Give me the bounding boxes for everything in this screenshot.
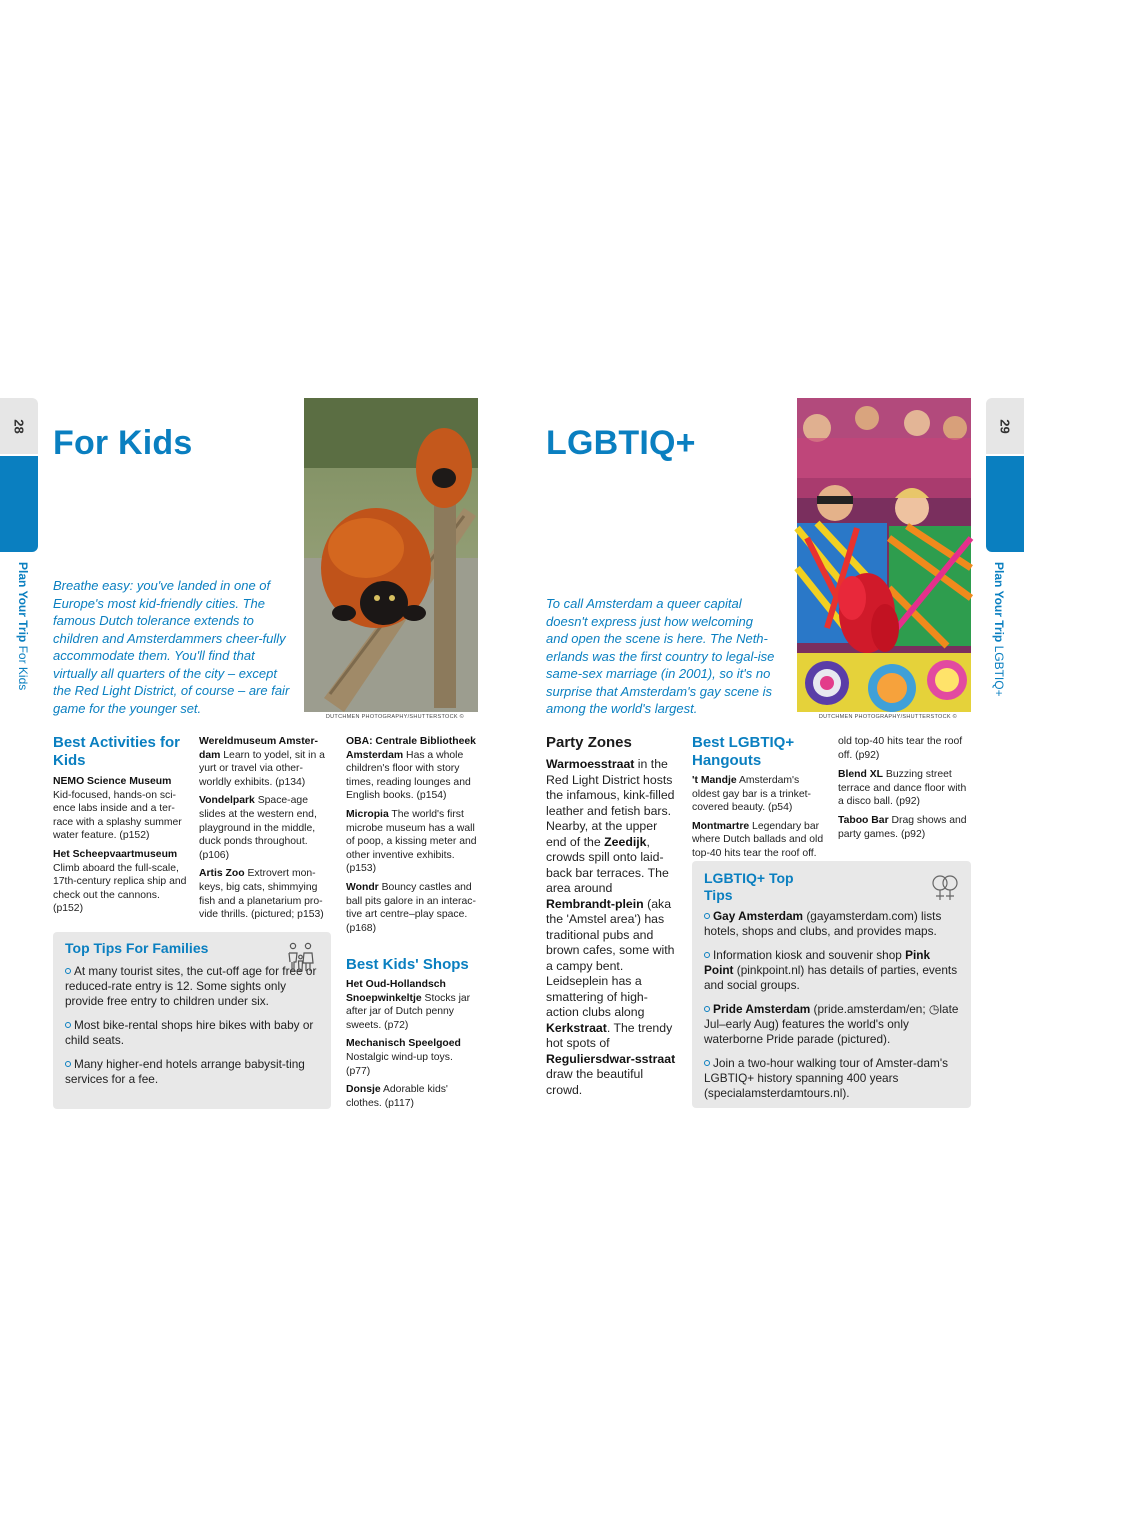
bullet-icon xyxy=(65,1022,71,1028)
page-number-tab-left xyxy=(0,398,38,454)
bullet-icon xyxy=(704,952,710,958)
lgbtiq-tip: Information kiosk and souvenir shop Pink Point (pinkpoint.nl) has details of parties, events and social groups. xyxy=(704,948,958,992)
side-label-section: LGBTIQ+ xyxy=(992,645,1006,697)
photo-credit: DUTCHMEN PHOTOGRAPHY/SHUTTERSTOCK © xyxy=(325,714,464,720)
side-label-bold: Plan Your Trip xyxy=(992,562,1006,643)
hangouts-col-2 xyxy=(838,735,972,846)
lemur-photo xyxy=(304,398,478,712)
pride-crowd-illustration xyxy=(797,398,971,712)
shop-entry: Mechanisch Speelgoed Nostalgic wind-up toys. (p77) xyxy=(346,1038,461,1077)
activity-entry: Wondr Bouncy castles and ball pits galore in an interac-tive art centre–play space. (p168) xyxy=(346,881,476,934)
lgbtiq-tip: Gay Amsterdam (gayamsterdam.com) lists hotels, shops and clubs, and provides maps. xyxy=(704,909,942,938)
top-tips-families-box xyxy=(53,932,331,1109)
bullet-icon xyxy=(65,1061,71,1067)
side-label-bold: Plan Your Trip xyxy=(16,562,30,643)
activities-col-1 xyxy=(53,775,188,921)
venus-pair-icon xyxy=(930,873,960,903)
page-number: 28 xyxy=(11,418,27,434)
top-tips-heading: LGBTIQ+ Top Tips xyxy=(704,870,794,903)
hangouts-col-1 xyxy=(692,774,826,859)
top-tips-heading: Top Tips For Families xyxy=(65,940,209,956)
family-tip: Many higher-end hotels arrange babysit-ting services for a fee. xyxy=(65,1056,305,1086)
lgbtiq-tip: Pride Amsterdam (pride.amsterdam/en; ◷late Jul–early Aug) features the world's only waterborne Pride parade (pictured). xyxy=(704,1002,959,1046)
section-tab-left xyxy=(0,456,38,552)
kids-shops-list xyxy=(346,978,478,1115)
hangout-entry: Blend XL Buzzing street terrace and dance floor with a disco ball. (p92) xyxy=(838,769,967,808)
hangouts-heading: Best LGBTIQ+ Hangouts xyxy=(692,734,795,769)
activity-entry: NEMO Science Museum Kid-focused, hands-on sci-ence labs inside and a ter-race with a splashy summer water feature. (p152) xyxy=(53,776,182,842)
bullet-icon xyxy=(704,1006,710,1012)
activity-entry: Artis Zoo Extrovert mon-keys, big cats, shimmying fish and a planetarium pro-vide thrills. (pictured; p153) xyxy=(199,868,324,921)
family-icon xyxy=(285,942,319,972)
activity-entry: Het Scheepvaartmuseum Climb aboard the full-scale, 17th-century replica ship and check out the cannons. (p152) xyxy=(53,848,187,915)
pride-photo xyxy=(797,398,971,712)
side-label-left xyxy=(16,562,158,691)
activity-entry: Micropia The world's first microbe museum has a wall of poop, a kissing meter and other inventive exhibits. (p153) xyxy=(346,808,477,875)
kids-shops-heading: Best Kids' Shops xyxy=(346,956,469,973)
activity-entry: Vondelpark Space-age slides at the western end, playground in the middle, duck ponds throughout. (p106) xyxy=(199,795,317,861)
family-tip: Most bike-rental shops hire bikes with baby or child seats. xyxy=(65,1017,314,1047)
intro-text: Breathe easy: you've landed in one of Europe's most kid-friendly cities. The famous Dutch tolerance extends to children and Amsterdammers cheer-fully accommodate them. You'll find that virtually all quarters of the city – except the Red Light District, of course – are fair game for the younger set. xyxy=(53,578,290,716)
hangout-entry: Montmartre Legendary bar where Dutch ballads and old top-40 hits tear the roof off. xyxy=(692,820,824,859)
page-number-tab-right xyxy=(986,398,1024,454)
photo-credit: DUTCHMEN PHOTOGRAPHY/SHUTTERSTOCK © xyxy=(818,714,957,720)
page-title: For Kids xyxy=(53,424,193,462)
section-tab-right xyxy=(986,456,1024,552)
shop-entry: Het Oud-Hollandsch Snoepwinkeltje Stocks jar after jar of Dutch penny sweets. (p72) xyxy=(346,979,471,1031)
hangout-entry-continued: old top-40 hits tear the roof off. (p92) xyxy=(838,736,963,761)
page-number: 29 xyxy=(997,418,1013,434)
clock-icon: ◷ xyxy=(928,1002,940,1016)
party-zones-heading: Party Zones xyxy=(546,734,632,751)
best-activities-heading: Best Activities for Kids xyxy=(53,734,180,769)
intro-text: To call Amsterdam a queer capital doesn't express just how welcoming and open the scene is here. The Neth-erlands was the first country to legal-ise same-sex marriage (in 2001), so it's no surprise that Amsterdam's gay scene is among the world's largest. xyxy=(546,596,775,716)
activities-col-3 xyxy=(346,735,478,940)
hangout-entry: Taboo Bar Drag shows and party games. (p92) xyxy=(838,814,967,840)
activities-col-2 xyxy=(199,735,329,927)
lgbtiq-tip: Join a two-hour walking tour of Amster-dam's LGBTIQ+ history spanning 400 years (specialamsterdamtours.nl). xyxy=(704,1056,949,1100)
shop-entry: Donsje Adorable kids' clothes. (p117) xyxy=(346,1084,448,1109)
bullet-icon xyxy=(65,968,71,974)
page-title: LGBTIQ+ xyxy=(546,424,696,462)
bullet-icon xyxy=(704,913,710,919)
side-label-section: For Kids xyxy=(16,645,30,691)
family-tip: At many tourist sites, the cut-off age for free or reduced-rate entry is 12. Some sights only provide free entry to children under six. xyxy=(65,963,317,1008)
party-zones-text: Warmoesstraat in the Red Light District hosts the infamous, kink-filled leather and fetish bars. Nearby, at the upper end of the Zeedijk, crowds spill onto laid-back bar terraces. The area around Rembrandt-plein (aka the 'Amstel area') has traditional pubs and brown cafes, some with a campy bent. Leidseplein has a smattering of high-action clubs along Kerkstraat. The trendy hot spots of Reguliersdwar-sstraat draw the beautiful crowd. xyxy=(546,757,676,1097)
bullet-icon xyxy=(704,1060,710,1066)
lgbtiq-tips-box xyxy=(692,861,971,1108)
lemur-illustration xyxy=(304,398,478,712)
activity-entry: OBA: Centrale Bibliotheek Amsterdam Has a whole children's floor with story times, reading lounges and English books. (p154) xyxy=(346,736,476,802)
side-label-right xyxy=(992,562,1141,697)
hangout-entry: 't Mandje Amsterdam's oldest gay bar is a trinket-covered beauty. (p54) xyxy=(692,775,811,814)
activity-entry: Wereldmuseum Amster-dam Learn to yodel, sit in a yurt or travel via other-worldly exhibits. (p134) xyxy=(199,736,325,788)
